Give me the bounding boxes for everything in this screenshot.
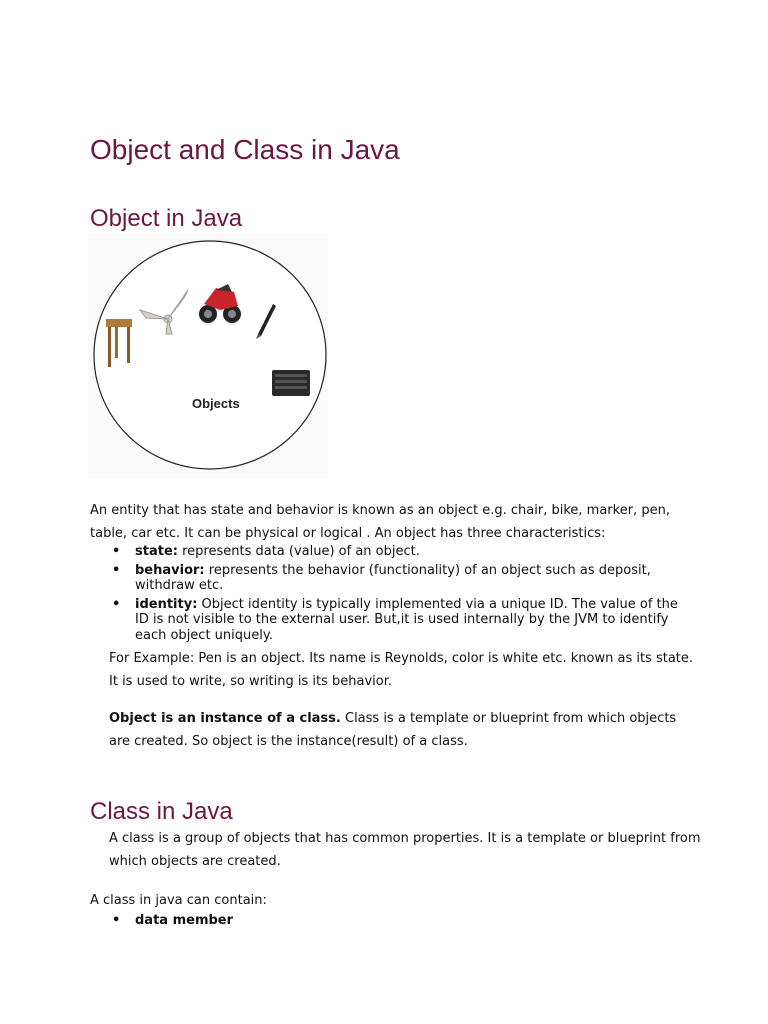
- class-line-2: which objects are created.: [109, 853, 281, 869]
- instance-rest-text: Class is a template or blueprint from which objects: [340, 711, 677, 726]
- example-line-1: For Example: Pen is an object. Its name is Reynolds, color is white etc. known as its state.: [109, 651, 694, 666]
- class-heading: Class in Java: [90, 798, 233, 825]
- intro-paragraph: [90, 500, 690, 545]
- bullet: •: [112, 562, 121, 578]
- list-item: [112, 913, 512, 929]
- characteristics-list: [112, 544, 692, 646]
- list-item: [112, 597, 692, 644]
- list-item: [112, 544, 692, 560]
- bullet: •: [112, 544, 121, 559]
- example-paragraph: [109, 648, 709, 693]
- contain-intro: A class in java can contain:: [90, 893, 267, 908]
- instance-bold-text: Object is an instance of a class.: [109, 711, 341, 726]
- intro-line-1: An entity that has state and behavior is known as an object e.g. chair, bike, marker, pen,: [90, 503, 670, 518]
- instance-line-2: are created. So object is the instance(result) of a class.: [109, 733, 468, 749]
- list-item-text: represents the behavior (functionality) of an object such as deposit, withdraw etc.: [135, 562, 651, 593]
- object-heading: Object in Java: [90, 205, 243, 232]
- class-line-1: A class is a group of objects that has common properties. It is a template or blueprint from: [109, 831, 701, 846]
- list-item-text: represents data (value) of an object.: [177, 544, 420, 559]
- list-item-term: data member: [135, 913, 234, 928]
- list-item: [112, 563, 692, 594]
- objects-illustration: [88, 234, 328, 478]
- list-item-term: identity:: [135, 596, 198, 612]
- class-paragraph: [109, 828, 729, 873]
- page-title: Object and Class in Java: [90, 134, 400, 165]
- list-item-text: Object identity is typically implemented via a unique ID. The value of the ID is not visible to the external user. But,it is used internally by the JVM to identify each object uniquely.: [135, 596, 678, 643]
- bullet: •: [112, 596, 121, 612]
- intro-line-2: table, car etc. It can be physical or logical . An object has three characteristics:: [90, 525, 606, 541]
- list-item-term: state:: [135, 544, 178, 559]
- bullet: •: [112, 913, 121, 928]
- example-line-2: It is used to write, so writing is its behavior.: [109, 673, 393, 689]
- objects-diagram: [88, 234, 328, 478]
- instance-paragraph: [109, 708, 709, 753]
- objects-label: Objects: [192, 396, 240, 411]
- list-item-term: behavior:: [135, 562, 205, 578]
- keyboard-icon: [272, 370, 310, 396]
- contain-list: [112, 913, 512, 932]
